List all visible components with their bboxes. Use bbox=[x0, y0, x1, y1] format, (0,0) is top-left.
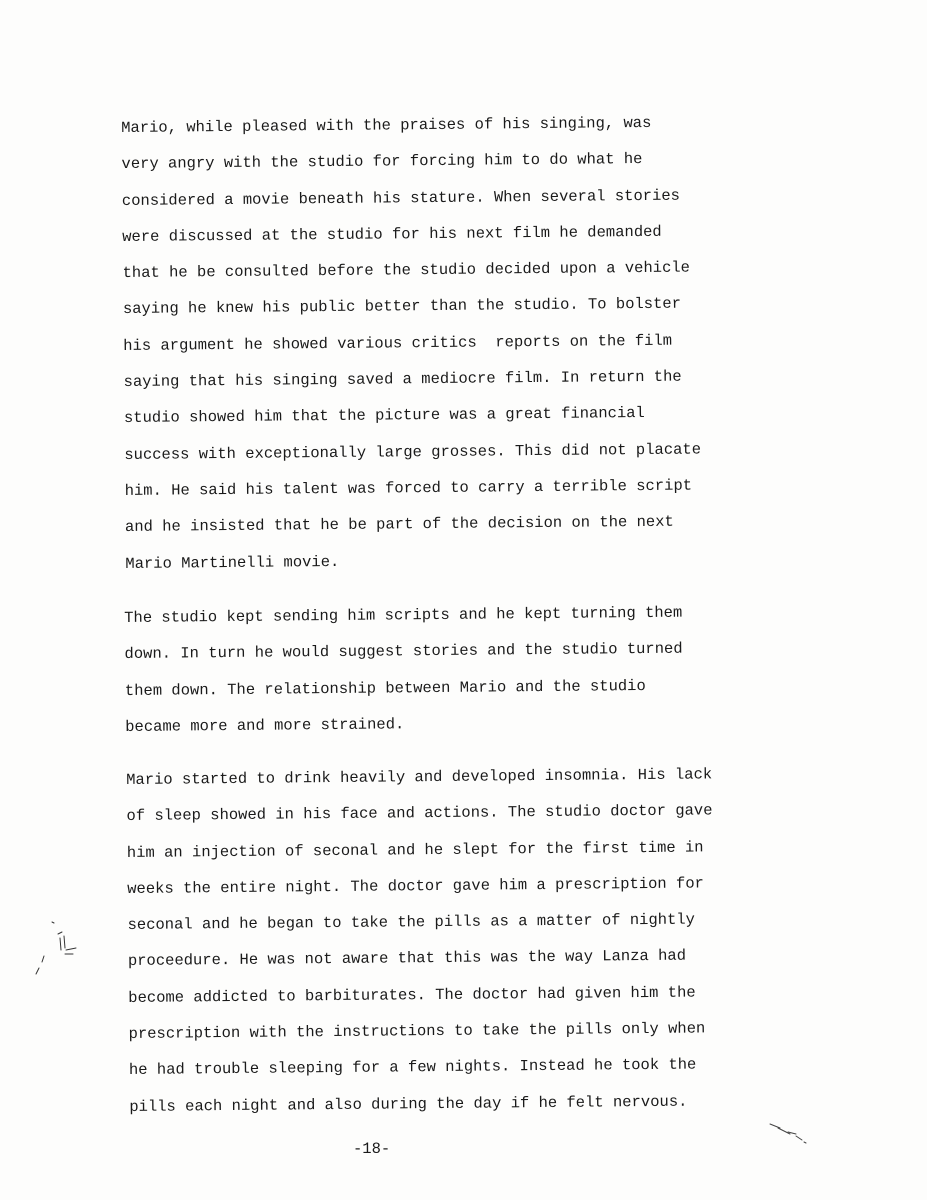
page-number: -18- bbox=[353, 1140, 391, 1158]
text-line: considered a movie beneath his stature. When several stories bbox=[121, 186, 681, 210]
text-line: that he be consulted before the studio decided upon a vehicle bbox=[122, 258, 691, 283]
text-line: him. He said his talent was forced to carry a terrible script bbox=[124, 476, 693, 500]
text-line: prescription with the instructions to take the pills only when bbox=[128, 1019, 706, 1044]
paragraph-1 bbox=[121, 103, 845, 582]
text-line: Mario started to drink heavily and developed insomnia. His lack bbox=[126, 765, 713, 789]
text-line: he had trouble sleeping for a few nights. Instead he took the bbox=[128, 1055, 697, 1080]
paragraph-3 bbox=[126, 755, 849, 1125]
text-line: were discussed at the studio for his next film he demanded bbox=[122, 222, 662, 246]
text-line: studio showed him that the picture was a great financial bbox=[123, 404, 645, 428]
text-line: proceedure. He was not aware that this was the way Lanza had bbox=[127, 947, 687, 971]
text-line: saying that his singing saved a mediocre film. In return the bbox=[123, 367, 682, 392]
corner-pencil-mark-icon bbox=[766, 1118, 811, 1148]
text-line: success with exceptionally large grosses. This did not placate bbox=[124, 440, 702, 464]
text-line: him an injection of seconal and he slept for the first time in bbox=[126, 838, 704, 862]
text-line: and he insisted that he be part of the decision on the next bbox=[124, 512, 674, 537]
text-line: of sleep showed in his face and actions. The studio doctor gave bbox=[126, 801, 713, 826]
text-line: down. In turn he would suggest stories and the studio turned bbox=[124, 639, 683, 664]
text-line: Mario, while pleased with the praises of his singing, was bbox=[121, 113, 652, 137]
text-line: his argument he showed various critics reports on the film bbox=[123, 331, 673, 355]
paragraph-2 bbox=[124, 593, 845, 745]
text-line: saying he knew his public better than the studio. To bolster bbox=[122, 295, 682, 319]
text-line: became more and more strained. bbox=[125, 715, 405, 736]
text-line: pills each night and also during the day if he felt nervous. bbox=[129, 1092, 688, 1116]
text-line: weeks the entire night. The doctor gave him a prescription for bbox=[127, 874, 704, 898]
text-line: become addicted to barbiturates. The doctor had given him the bbox=[128, 983, 696, 1007]
text-line: The studio kept sending him scripts and he kept turning them bbox=[124, 603, 683, 627]
text-line: Mario Martinelli movie. bbox=[125, 552, 340, 573]
text-line: seconal and he began to take the pills as a matter of nightly bbox=[127, 910, 696, 935]
text-line: them down. The relationship between Mario and the studio bbox=[124, 676, 646, 700]
text-line: very angry with the studio for forcing him to do what he bbox=[121, 150, 643, 174]
margin-pencil-mark-icon bbox=[30, 912, 85, 982]
